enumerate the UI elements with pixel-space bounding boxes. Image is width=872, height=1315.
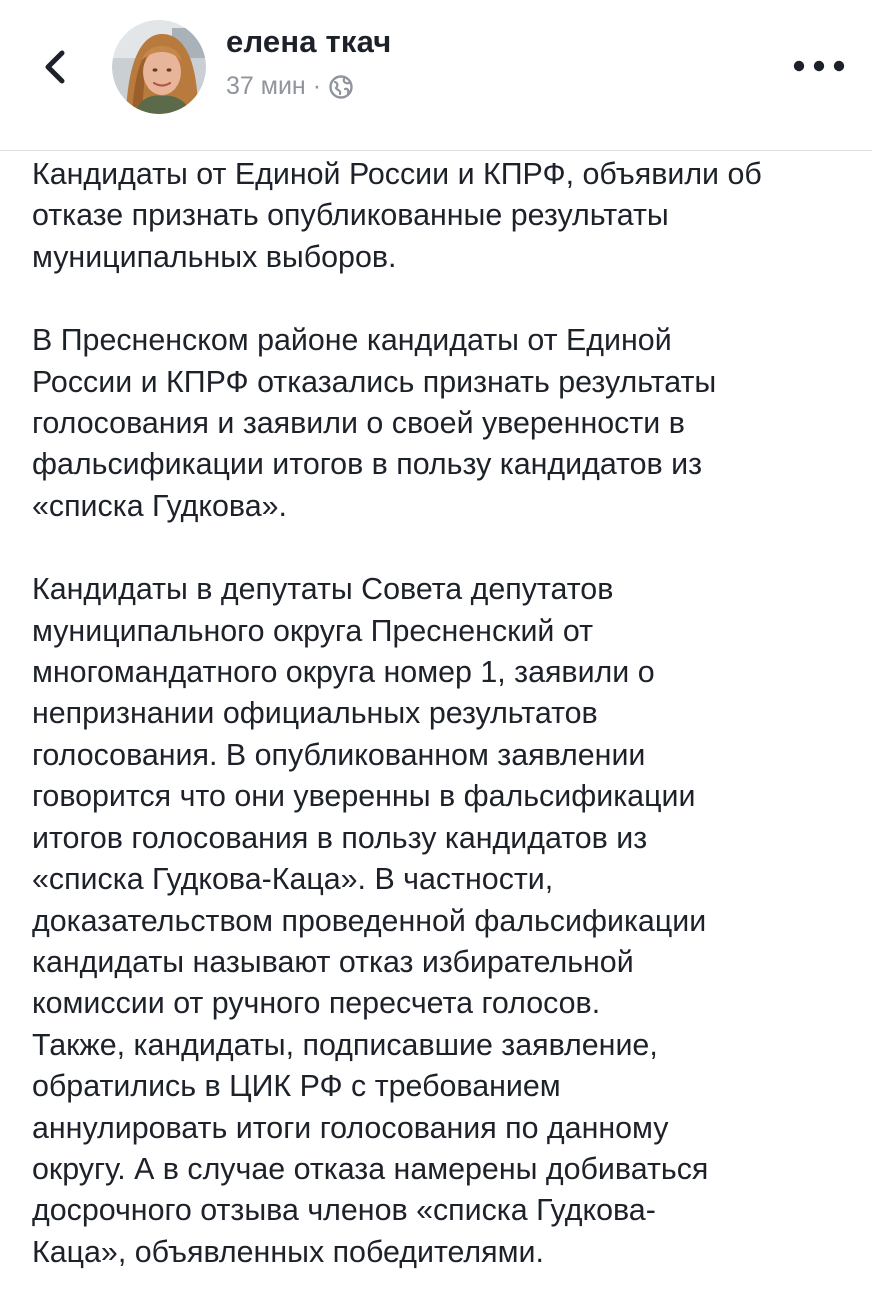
text-line: муниципальных выборов.	[32, 239, 397, 274]
post-paragraph	[32, 569, 854, 1273]
text-line: кандидаты называют отказ избирательной	[32, 944, 634, 979]
text-line: доказательством проведенной фальсификации	[32, 903, 707, 938]
text-line: Кандидаты в депутаты Совета депутатов	[32, 572, 614, 607]
text-line: муниципального округа Пресненский от	[32, 613, 594, 648]
text-line: «списка Гудкова-Каца». В частности,	[32, 862, 554, 897]
meta-separator: ·	[312, 72, 322, 100]
text-line: аннулировать итоги голосования по данному	[32, 1110, 669, 1145]
avatar[interactable]	[112, 20, 206, 114]
globe-icon	[328, 74, 354, 100]
text-line: округу. А в случае отказа намерены добиваться	[32, 1151, 709, 1186]
text-line: Кандидаты от Единой России и КПРФ, объявили об	[32, 157, 762, 191]
more-horizontal-icon	[789, 59, 849, 73]
text-line: Каца», объявленных победителями.	[32, 1234, 544, 1269]
author-name[interactable]: елена ткач	[226, 24, 392, 59]
post-body	[32, 154, 854, 1315]
text-line: голосования и заявили о своей уверенности в	[32, 406, 685, 441]
text-line: непризнании официальных результатов	[32, 696, 598, 731]
post-header	[0, 0, 872, 151]
back-button[interactable]	[30, 42, 80, 92]
text-line: комиссии от ручного пересчета голосов.	[32, 986, 601, 1021]
profile-photo	[112, 20, 206, 114]
text-line: обратились в ЦИК РФ с требованием	[32, 1069, 561, 1104]
text-line: итогов голосования в пользу кандидатов из	[32, 820, 648, 855]
text-line: фальсификации итогов в пользу кандидатов из	[32, 447, 703, 482]
text-line: говорится что они уверенны в фальсификации	[32, 779, 696, 814]
text-line: «списка Гудкова».	[32, 488, 287, 523]
text-line: России и КПРФ отказались признать результаты	[32, 364, 717, 399]
post-paragraph	[32, 154, 854, 278]
text-line: отказе признать опубликованные результаты	[32, 198, 669, 233]
text-line: досрочного отзыва членов «списка Гудкова-	[32, 1193, 656, 1228]
more-options-button[interactable]	[784, 46, 854, 86]
text-line: многомандатного округа номер 1, заявили о	[32, 655, 655, 690]
text-line: Также, кандидаты, подписавшие заявление,	[32, 1027, 658, 1062]
post-paragraph	[32, 320, 854, 527]
text-line: В Пресненском районе кандидаты от Единой	[32, 323, 672, 358]
post-meta	[226, 72, 354, 101]
text-line: голосования. В опубликованном заявлении	[32, 737, 646, 772]
chevron-left-icon	[42, 49, 68, 85]
post-timestamp[interactable]: 37 мин	[226, 72, 306, 100]
